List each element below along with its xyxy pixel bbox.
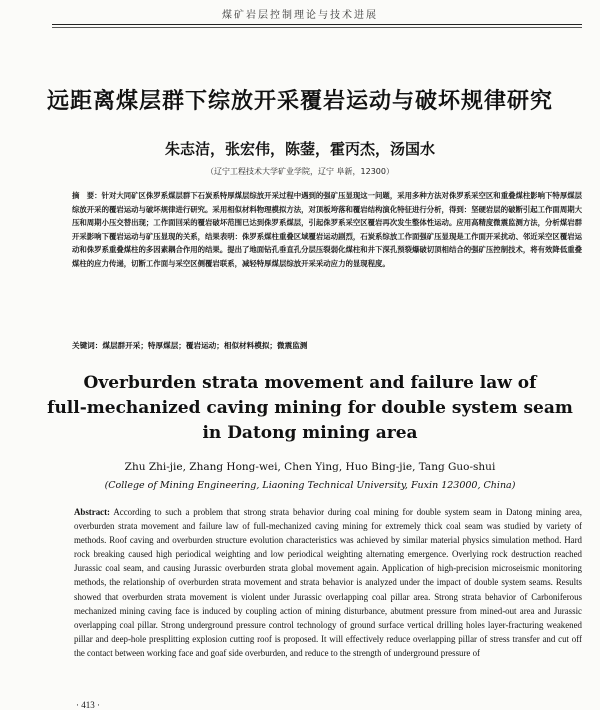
chinese-authors: 朱志洁，张宏伟，陈蓥，霍丙杰，汤国水 bbox=[164, 140, 435, 158]
english-title-line-2: full-mechanized caving mining for double system seam bbox=[47, 398, 573, 418]
page-number: · 413 · bbox=[76, 700, 100, 710]
chinese-keywords bbox=[72, 340, 582, 351]
english-affiliation: (College of Mining Engineering, Liaoning Technical University, Fuxin 123000, China) bbox=[104, 480, 516, 491]
english-title bbox=[40, 371, 580, 446]
chinese-affiliation: （辽宁工程技术大学矿业学院，辽宁 阜新，12300） bbox=[206, 167, 394, 176]
chinese-abstract-label: 摘 要： bbox=[72, 191, 102, 200]
chinese-abstract bbox=[72, 189, 582, 271]
header-rule bbox=[52, 24, 582, 25]
running-head: 煤矿岩层控制理论与技术进展 bbox=[222, 10, 378, 21]
chinese-abstract-text: 针对大同矿区侏罗系煤层群下石炭系特厚煤层综放开采过程中遇到的强矿压显现这一问题，采用多种方法对侏罗系采空区和重叠煤柱影响下特厚煤层综放开采的覆岩运动与破坏规律进行研究。采用相似材料物理模拟方法，对顶板垮落和覆岩结构演化特征进行分析，得到：坚硬岩层的破断引起工作面周期大压和周期小压交替出现；工作面回采的覆岩破坏范围已达到侏罗系煤层，引起侏罗系采空区覆岩再次发生整体性运动。应用高精度微震监测方法，分析煤岩群开采影响下覆岩运动与矿压显现的关系，结果表明：侏罗系煤柱重叠区域覆岩运动剧烈，石炭系综放工作面强矿压显现是工作面开采扰动、邻近采空区覆岩运动和侏罗系重叠煤柱的多因素耦合作用的结果。提出了地面钻孔垂直孔分层压裂弱化煤柱和井下深孔预裂爆破切顶相结合的强矿压控制技术，将有效降低重叠煤柱的应力传递，切断工作面与采空区侧覆岩联系，减轻特厚煤层综放开采采动应力的显现程度。 bbox=[72, 191, 582, 268]
chinese-keywords-label: 关键词： bbox=[72, 341, 103, 350]
english-abstract-text: According to such a problem that strong strata behavior during coal mining for double system seam in Datong mining area, overburden strata movement and failure law of full-mechanized caving mining for extremely thick coal seam was studied by variety of methods. Roof caving and overburden structure evolution characteristics was achieved by similar material physics simulation method. Hard rock breaking caused high periodical weighting and low periodical weighting alternating emergence. Overlying rock destruction reached Jurassic coal seam, and causing Jurassic overburden strata global movement again. Application of high-precision microseismic monitoring methods, the relationship of overburden strata movement and strata behavior is analyzed under the impact of double system seams. Results showed that overburden strata movement is violent under Jurassic overlapping coal pillar area. Strong strata behavior of Carboniferous mechanized mining caving face is induced by coupling action of mining disturbance, abutment pressure from mined-out area and Jurassic overlapping coal pillar. Strong underground pressure control technology of ground surface vertical drilling holes layer-fracturing weakened pillar and deep-hole presplitting explosion cutting roof is proposed. It will effectively reduce overlapping pillar of stress transfer and cut off the contact between working face and goaf side overburden, and reduce to the strength of underground pressure of bbox=[74, 507, 582, 658]
english-title-line-3: in Datong mining area bbox=[202, 423, 418, 443]
english-abstract-label: Abstract: bbox=[74, 507, 110, 517]
header-rule-thin bbox=[52, 27, 582, 28]
chinese-keywords-text: 煤层群开采；特厚煤层；覆岩运动；相似材料模拟；微震监测 bbox=[102, 341, 308, 350]
english-title-line-1: Overburden strata movement and failure law of bbox=[83, 373, 537, 393]
chinese-title: 远距离煤层群下综放开采覆岩运动与破坏规律研究 bbox=[46, 89, 553, 114]
english-abstract bbox=[74, 505, 582, 660]
english-authors: Zhu Zhi-jie, Zhang Hong-wei, Chen Ying, Huo Bing-jie, Tang Guo-shui bbox=[124, 461, 496, 473]
